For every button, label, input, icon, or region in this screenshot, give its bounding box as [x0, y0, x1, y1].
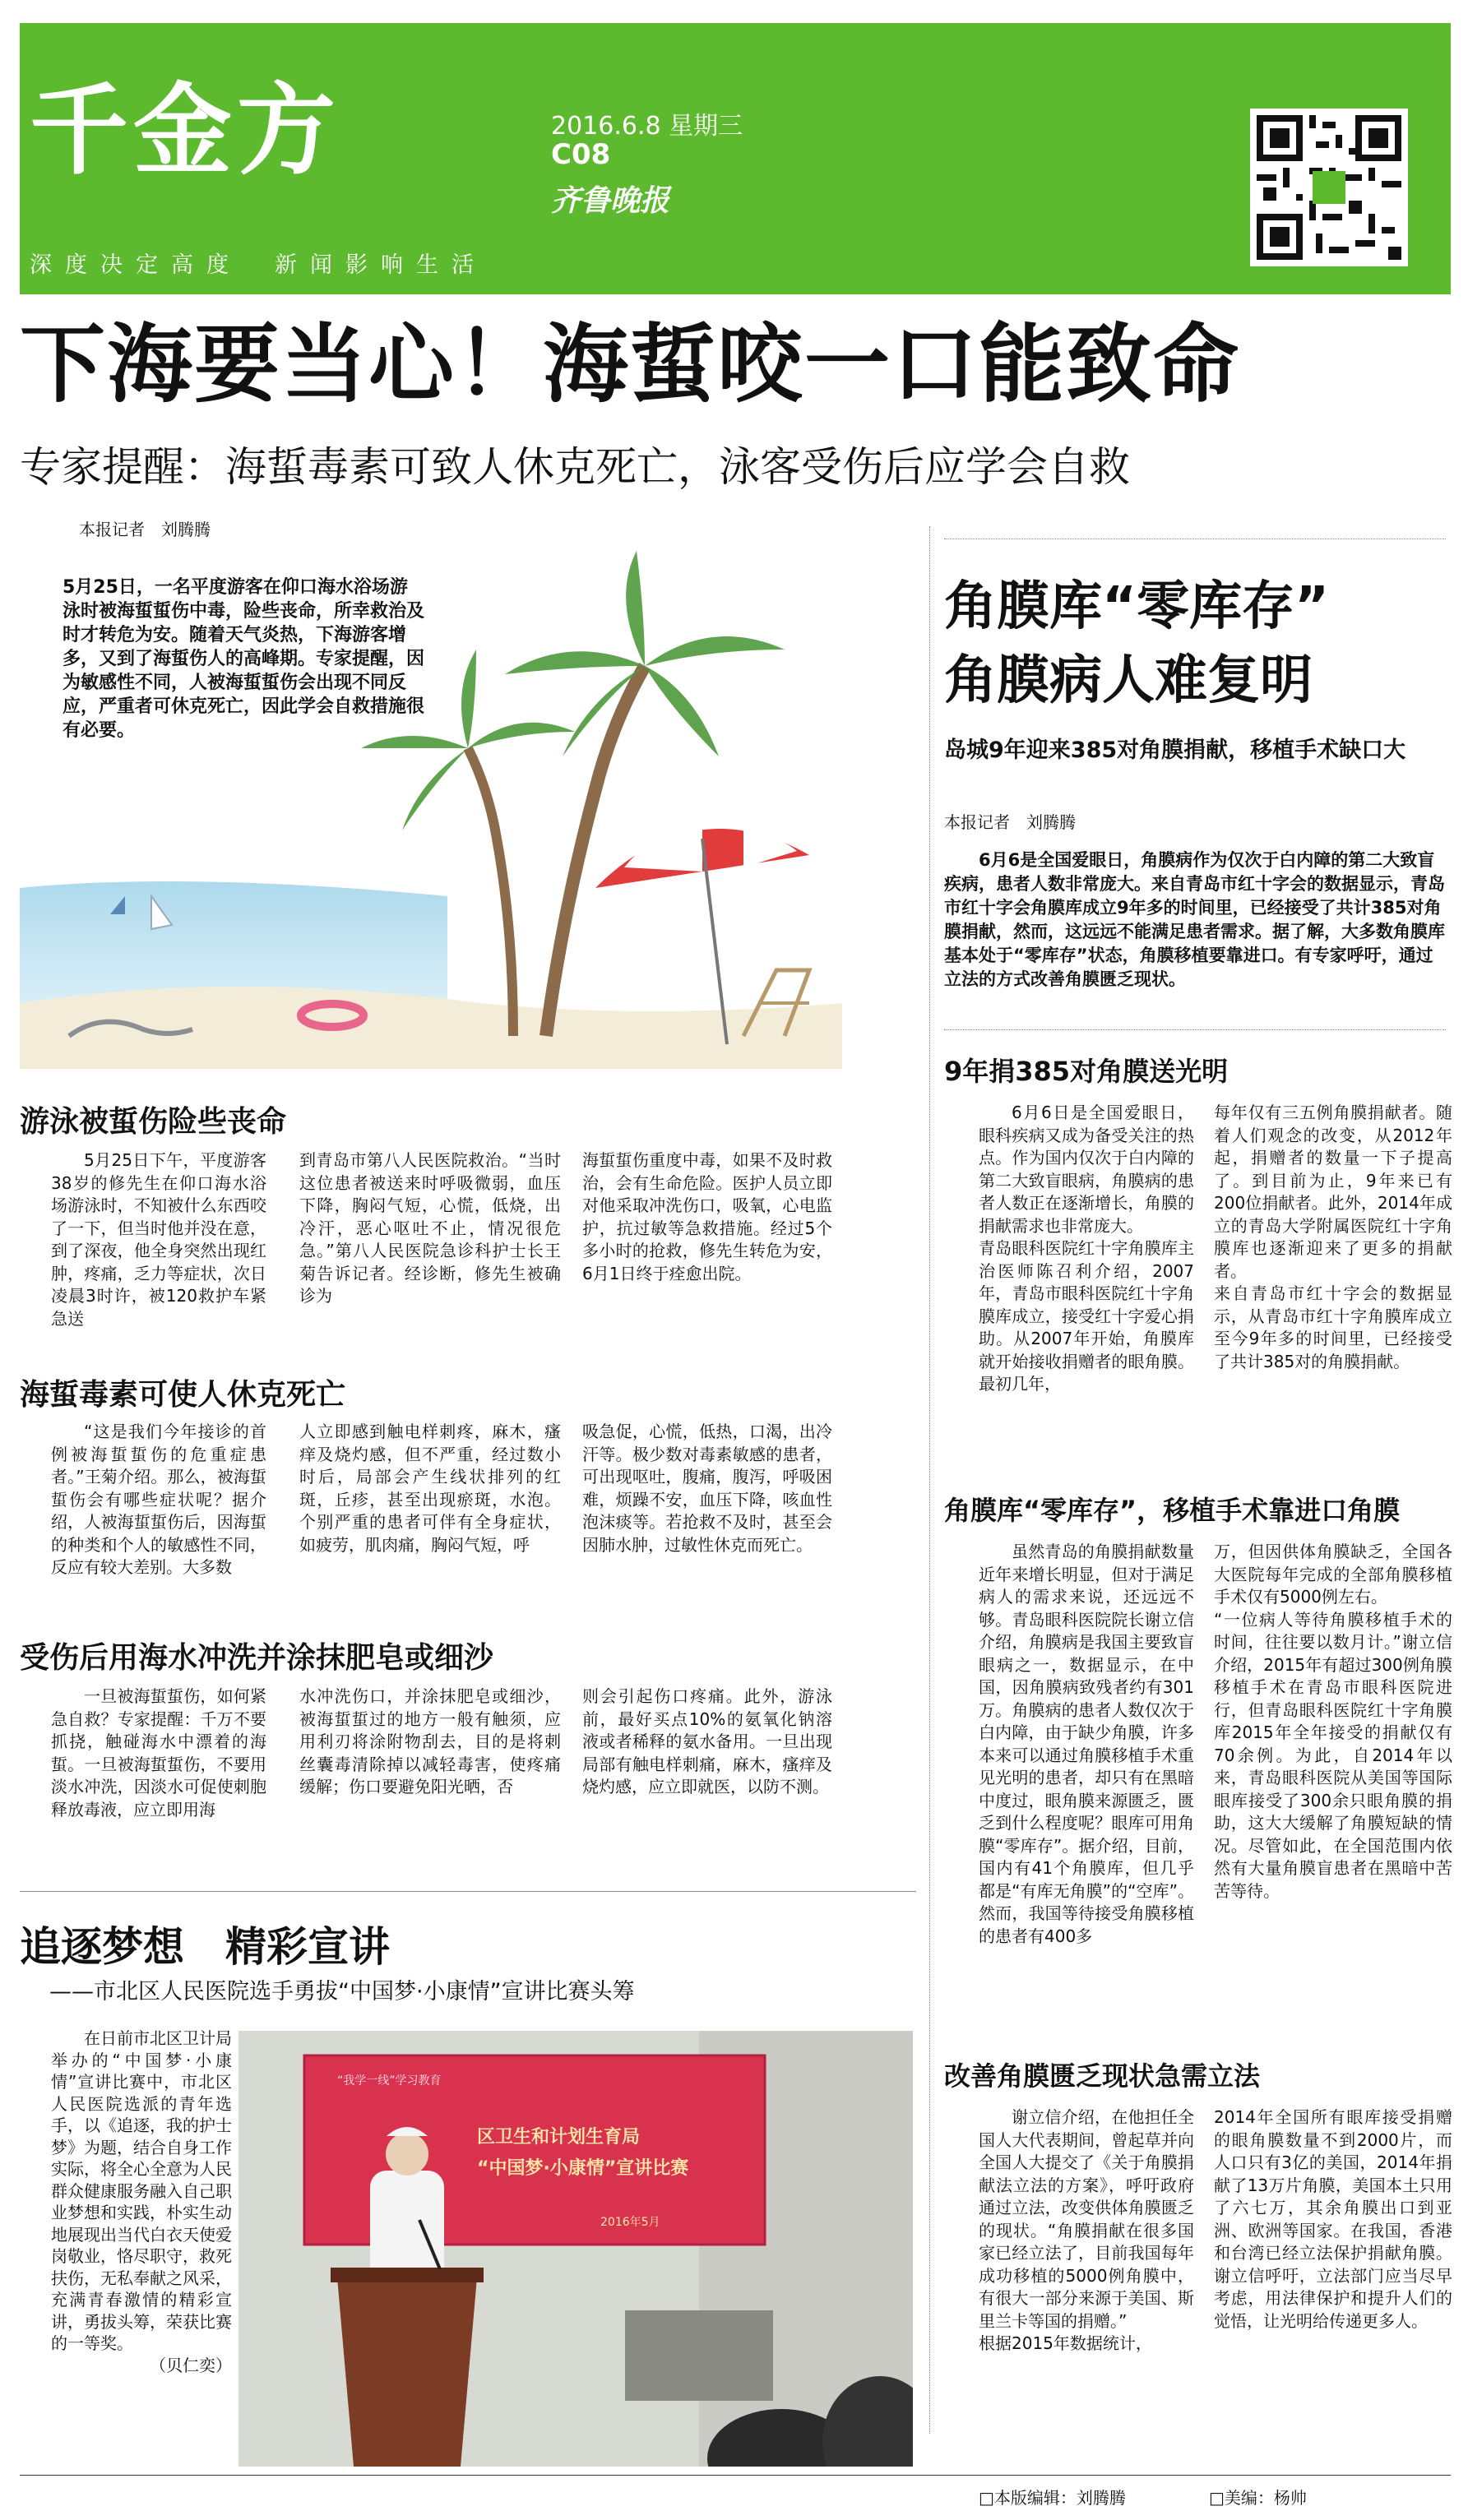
section-column: “这是我们今年接诊的首例被海蜇蜇伤的危重症患者。”王菊介绍。那么，被海蜇蜇伤会有哪些症状呢？据介绍，人被海蜇蜇伤后，因海蜇的种类和个人的敏感性不同，反应有较大差别。大多数	[51, 1422, 266, 1577]
section-column: 一旦被海蜇蜇伤，如何紧急自救？专家提醒：千万不要抓挠，触碰海水中漂着的海蜇。一旦被海蜇蜇伤，不要用淡水冲洗，因淡水可促使刺胞释放毒液，应立即用海	[51, 1686, 266, 1819]
main-lead: 5月25日，一名平度游客在仰口海水浴场游泳时被海蜇蜇伤中毒，险些丧命，所幸救治及时才转危为安。随着天气炎热，下海游客增多，又到了海蜇伤人的高峰期。专家提醒，因为敏感性不同，人被海蜇蜇伤会出现不同反应，严重者可休克死亡，因此学会自救措施很有必要。	[63, 577, 425, 741]
bottom-subheadline: ——市北区人民医院选手勇拔“中国梦·小康情”宣讲比赛头筹	[49, 1979, 635, 2004]
section-column: 5月25日下午，平度游客38岁的修先生在仰口海水浴场游泳时，不知被什么东西咬了一下，但当时他并没在意，到了深夜，他全身突然出现红肿，疼痛，乏力等症状，次日凌晨3时许，被120救护车紧急送	[51, 1150, 266, 1329]
main-headline: 下海要当心！海蜇咬一口能致命	[20, 314, 1241, 414]
side-byline: 本报记者 刘腾腾	[944, 812, 1076, 832]
photo-banner-date: 2016年5月	[600, 2216, 660, 2229]
side-lead: 6月6是全国爱眼日，角膜病作为仅次于白内障的第二大致盲疾病，患者人数非常庞大。来自青岛市红十字会的数据显示，青岛市红十字会角膜库成立9年多的时间里，已经接受了共计385对角膜捐献，然而，这远远不能满足患者需求。据了解，大多数角膜库基本处于“零库存”状态，角膜移植要靠进口。有专家呼吁，通过立法的方式改善角膜匮乏现状。	[944, 850, 1445, 989]
slogan-left: 深度决定高度	[30, 252, 242, 278]
footer-designer: □美编：杨帅	[1209, 2488, 1307, 2508]
masthead-name: 千金方	[30, 74, 340, 188]
section-title: 受伤后用海水冲洗并涂抹肥皂或细沙	[20, 1641, 494, 1675]
section-column: 水冲洗伤口，并涂抹肥皂或细沙，被海蜇蜇过的地方一般有触须，应用利刃将涂附物刮去，目的是将刺丝囊毒清除掉以减轻毒害，使疼痛缓解；伤口要避免阳光晒，否	[299, 1686, 561, 1796]
speech-photo	[238, 2031, 913, 2467]
bottom-body: 在日前市北区卫计局举办的“中国梦·小康情”宣讲比赛中，市北区人民医院选派的青年选手，以《追逐，我的护士梦》为题，结合自身工作实际，将全心全意为人民群众健康服务融入自己职业梦想和实践，朴实生动地展现出当代白衣天使爱岗敬业，恪尽职守，救死扶伤，无私奉献之风采，充满青春激情的精彩宣讲，勇拔头筹，荣获比赛的一等奖。 （贝仁奕）	[51, 2028, 232, 2375]
photo-banner-line2: “中国梦·小康情”宣讲比赛	[477, 2158, 689, 2179]
side-column: 万，但因供体角膜缺乏，全国各大医院每年完成的全部角膜移植手术仅有5000例左右。 “一位病人等待角膜移植手术的时间，往往要以数月计。”谢立信介绍，2015年有超过300例角膜移植手术在青岛市眼科医院进行，但青岛眼科医院红十字角膜库2015年全年接受的捐献仅有70余例。为此，自2014年以来，青岛眼科医院从美国等国际眼库接受了300余只眼角膜的捐助，这大大缓解了角膜短缺的情况。尽管如此，在全国范围内依然有大量角膜盲患者在黑暗中苦苦等待。	[1214, 1542, 1452, 1901]
issue-date: 2016.6.8 星期三	[551, 112, 743, 141]
photo-banner-line1: 区卫生和计划生育局	[477, 2127, 641, 2148]
column-divider	[929, 526, 930, 2434]
side-column: 每年仅有三五例角膜捐献者。随着人们观念的改变，从2012年起，捐赠者的数量一下子提高了。到目前为止，9年来已有200位捐献者。此外，2014年成立的青岛大学附属医院红十字角膜库也逐渐迎来了更多的捐献者。 来自青岛市红十字会的数据显示，从青岛市红十字角膜库成立至今9年多的时间里，已经接受了共计385对的角膜捐献。	[1214, 1103, 1452, 1371]
section-title: 海蜇毒素可使人休克死亡	[20, 1378, 346, 1412]
side-column: 6月6日是全国爱眼日，眼科疾病又成为备受关注的热点。作为国内仅次于白内障的第二大致盲眼病，角膜病的患者人数正在逐渐增长，角膜的捐献需求也非常庞大。 青岛眼科医院红十字角膜库主治医师陈召利介绍，2007年，青岛市眼科医院红十字角膜库成立，接受红十字爱心捐助。从2007年开始，角膜库就开始接收捐赠者的眼角膜。最初几年，	[979, 1103, 1194, 1394]
section-column: 到青岛市第八人民医院救治。“当时这位患者被送来时呼吸微弱，血压下降，胸闷气短，心慌，低烧，出冷汗，恶心呕吐不止，情况很危急。”第八人民医院急诊科护士长王菊告诉记者。经诊断，修先生被确诊为	[299, 1150, 561, 1306]
side-rule	[944, 1029, 1446, 1030]
section-title: 游泳被蜇伤险些丧命	[20, 1105, 287, 1139]
side-column: 虽然青岛的角膜捐献数量近年来增长明显，但对于满足病人的需求来说，还远远不够。青岛眼科医院院长谢立信介绍，角膜病是我国主要致盲眼病之一，数据显示，在中国，因角膜病致残者约有301万。角膜病的患者人数仅次于白内障，由于缺少角膜，许多本来可以通过角膜移植手术重见光明的患者，却只有在黑暗中度过，眼角膜来源匮乏，匮乏到什么程度呢？眼库可用角膜“零库存”。据介绍，目前，国内有41个角膜库，但几乎都是“有库无角膜”的“空库”。然而，我国等待接受角膜移植的患者有400多	[979, 1542, 1194, 1946]
footer-editor: □本版编辑：刘腾腾	[979, 2488, 1126, 2508]
side-headline-line2: 角膜病人难复明	[944, 650, 1313, 711]
photo-banner-top: “我学一线”学习教育	[337, 2074, 442, 2088]
side-subheadline: 岛城9年迎来385对角膜捐献，移植手术缺口大	[944, 738, 1406, 763]
bottom-credit: （贝仁奕）	[150, 2355, 232, 2375]
paper-name: 齐鲁晚报	[551, 184, 670, 218]
slogan-right: 新闻影响生活	[275, 252, 487, 278]
qr-code-icon[interactable]	[1250, 109, 1408, 266]
footer-rule	[20, 2475, 1451, 2476]
side-headline-line1: 角膜库“零库存”	[944, 576, 1330, 637]
section-column: 人立即感到触电样刺疼，麻木，瘙痒及烧灼感，但不严重，经过数小时后，局部会产生线状排列的红斑，丘疹，甚至出现瘀斑，水泡。个别严重的患者可伴有全身症状，如疲劳，肌肉痛，胸闷气短，呼	[299, 1422, 561, 1555]
main-byline: 本报记者 刘腾腾	[79, 520, 211, 539]
section-column: 则会引起伤口疼痛。此外，游泳前，最好买点10%的氨氧化钠溶液或者稀释的氨水备用。一旦出现局部有触电样刺痛，麻木，瘙痒及烧灼感，应立即就医，以防不测。	[582, 1686, 832, 1796]
section-column: 海蜇蜇伤重度中毒，如果不及时救治，会有生命危险。医护人员立即对他采取冲洗伤口，吸氧，心电监护，抗过敏等急救措施。经过5个多小时的抢救，修先生转危为安，6月1日终于痊愈出院。	[582, 1150, 832, 1283]
bottom-headline: 追逐梦想 精彩宣讲	[20, 1923, 390, 1971]
side-column: 谢立信介绍，在他担任全国人大代表期间，曾起草并向全国人大提交了《关于角膜捐献法立法的方案》，呼吁政府通过立法，改变供体角膜匮乏的现状。“角膜捐献在很多国家已经立法了，目前我国每年成功移植的5000例角膜中，有很大一部分来源于美国、斯里兰卡等国的捐赠。” 根据2015年数据统计，	[979, 2107, 1194, 2353]
side-section-title: 改善角膜匮乏现状急需立法	[944, 2060, 1261, 2092]
side-column: 2014年全国所有眼库接受捐赠的眼角膜数量不到2000片，而人口只有3亿的美国，2014年捐献了13万片角膜，美国本土只用了六七万，其余角膜出口到亚洲、欧洲等国家。在我国，香港和台湾已经立法保护捐献角膜。谢立信呼吁，立法部门应当尽早考虑，用法律保护和提升人们的觉悟，让光明给传递更多人。	[1214, 2107, 1452, 2331]
side-section-title: 角膜库“零库存”，移植手术靠进口角膜	[944, 1495, 1401, 1526]
page-number: C08	[551, 138, 611, 171]
story-separator	[20, 1891, 916, 1892]
masthead-slogan	[30, 247, 487, 279]
main-subheadline: 专家提醒：海蜇毒素可致人休克死亡，泳客受伤后应学会自救	[20, 443, 1130, 491]
side-section-title: 9年捐385对角膜送光明	[944, 1056, 1229, 1087]
section-column: 吸急促，心慌，低热，口渴，出冷汗等。极少数对毒素敏感的患者，可出现呕吐，腹痛，腹泻，呼吸困难，烦躁不安，血压下降，咳血性泡沫痰等。若抢救不及时，甚至会因肺水肿，过敏性休克而死亡。	[582, 1422, 832, 1555]
